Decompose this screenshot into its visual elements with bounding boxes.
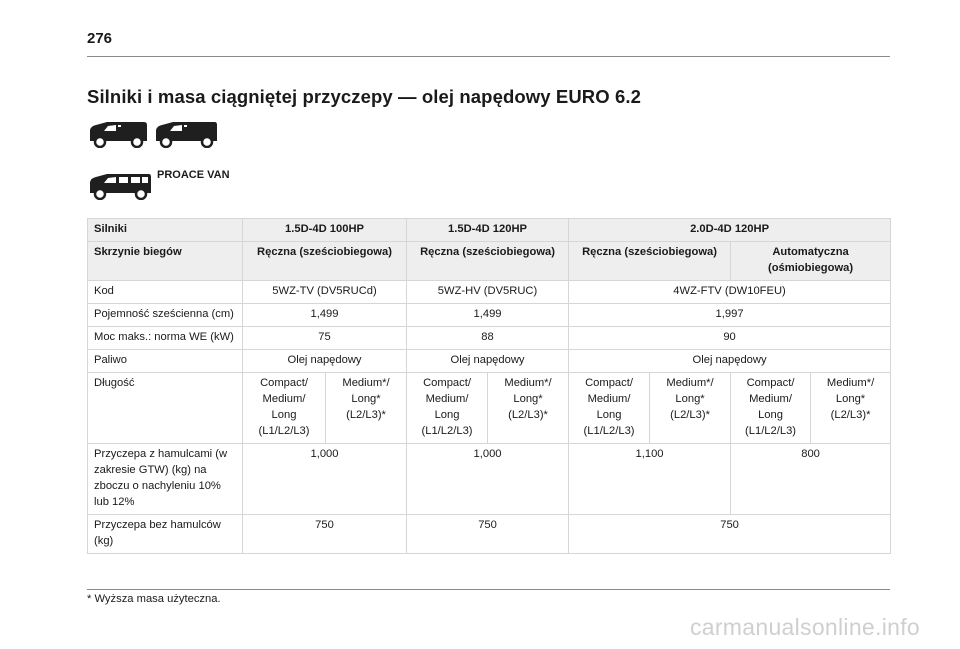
- table-header-row: [88, 219, 891, 242]
- row-label: Przyczepa bez hamulców (kg): [88, 515, 243, 554]
- table-cell: 88: [407, 327, 569, 350]
- van-long-icon: [153, 118, 219, 148]
- table-cell: 1,499: [243, 304, 407, 327]
- row-label: Pojemność sześcienna (cm): [88, 304, 243, 327]
- watermark: carmanualsonline.info: [689, 614, 920, 640]
- row-label: Skrzynie biegów: [88, 242, 243, 281]
- table-cell: 1,000: [243, 444, 407, 515]
- table-cell: Compact/ Medium/ Long (L1/L2/L3): [569, 373, 650, 444]
- bottom-divider: [87, 589, 890, 590]
- table-cell: 750: [243, 515, 407, 554]
- table-cell: 90: [569, 327, 891, 350]
- table-cell: Compact/ Medium/ Long (L1/L2/L3): [407, 373, 488, 444]
- table-cell: Olej napędowy: [407, 350, 569, 373]
- table-cell: Olej napędowy: [243, 350, 407, 373]
- table-cell: Medium*/ Long* (L2/L3)*: [650, 373, 731, 444]
- table-cell: Compact/ Medium/ Long (L1/L2/L3): [731, 373, 811, 444]
- table-cell: Ręczna (sześciobiegowa): [569, 242, 731, 281]
- footnote: * Wyższa masa użyteczna.: [87, 593, 221, 605]
- table-row-unbraked-trailer: [88, 515, 891, 554]
- table-cell: 750: [407, 515, 569, 554]
- table-row-length: [88, 373, 891, 444]
- row-label: Kod: [88, 281, 243, 304]
- table-row-braked-trailer: [88, 444, 891, 515]
- table-row-displacement: [88, 304, 891, 327]
- table-cell: 5WZ-TV (DV5RUCd): [243, 281, 407, 304]
- table-cell: Medium*/ Long* (L2/L3)*: [811, 373, 891, 444]
- table-cell: 1,000: [407, 444, 569, 515]
- table-cell: 800: [731, 444, 891, 515]
- table-cell: Medium*/ Long* (L2/L3)*: [326, 373, 407, 444]
- row-label: Przyczepa z hamulcami (w zakresie GTW) (kg) na zboczu o nachyleniu 10% lub 12%: [88, 444, 243, 515]
- table-cell: 1,100: [569, 444, 731, 515]
- table-cell: 1,499: [407, 304, 569, 327]
- van-compact-icon: [87, 118, 149, 148]
- table-row-code: [88, 281, 891, 304]
- table-cell: 750: [569, 515, 891, 554]
- header-engine-3: 2.0D-4D 120HP: [569, 219, 891, 242]
- page-number: 276: [87, 30, 113, 47]
- van-windows-icon: [87, 170, 153, 200]
- table-cell: Ręczna (sześciobiegowa): [407, 242, 569, 281]
- engine-spec-table: [87, 218, 891, 554]
- table-cell: Compact/ Medium/ Long (L1/L2/L3): [243, 373, 326, 444]
- row-label: Moc maks.: norma WE (kW): [88, 327, 243, 350]
- table-cell: Medium*/ Long* (L2/L3)*: [488, 373, 569, 444]
- header-engine-2: 1.5D-4D 120HP: [407, 219, 569, 242]
- table-row-gearbox: [88, 242, 891, 281]
- header-label-engines: Silniki: [88, 219, 243, 242]
- table-cell: 5WZ-HV (DV5RUC): [407, 281, 569, 304]
- header-engine-1: 1.5D-4D 100HP: [243, 219, 407, 242]
- table-cell: Automatyczna (ośmiobiegowa): [731, 242, 891, 281]
- table-row-power: [88, 327, 891, 350]
- table-row-fuel: [88, 350, 891, 373]
- table-cell: 1,997: [569, 304, 891, 327]
- row-label: Paliwo: [88, 350, 243, 373]
- table-cell: 4WZ-FTV (DW10FEU): [569, 281, 891, 304]
- model-label: PROACE VAN: [157, 169, 230, 181]
- row-label: Długość: [88, 373, 243, 444]
- table-cell: Olej napędowy: [569, 350, 891, 373]
- table-cell: 75: [243, 327, 407, 350]
- top-divider: [87, 56, 890, 57]
- table-cell: Ręczna (sześciobiegowa): [243, 242, 407, 281]
- page-title: Silniki i masa ciągniętej przyczepy — olej napędowy EURO 6.2: [87, 86, 641, 107]
